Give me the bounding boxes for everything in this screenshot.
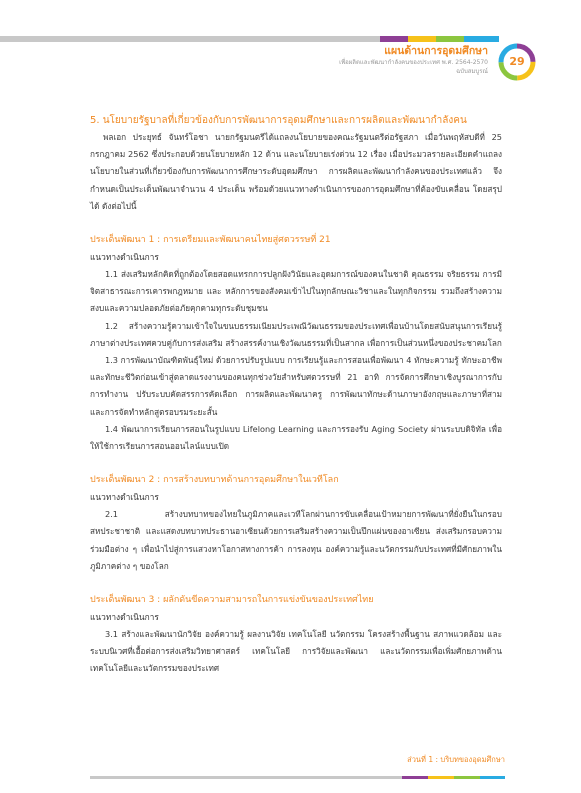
approach-label: แนวทางดำเนินการ (90, 492, 159, 503)
footer-section-label: ส่วนที่ 1 : บริบทของอุดมศึกษา (407, 755, 505, 764)
issue-item: 1.3 การพัฒนาบัณฑิตพันธุ์ใหม่ ด้วยการปรับรูปแบบ การเรียนรู้และการสอนเพื่อพัฒนา 4 ทักษะความรู้ ทักษะอาชีพ และทักษะชีวิตก่อนเข้าสู่ตลาดแรงงานของคนทุกช่วงวัยสำหรับศตวรรษที่ 21 อาทิ การจัดการศึกษาเชิงบูรณาการกับการทำงาน ปรับระบบคัดสรรการคัดเลือก การผลิตและพัฒนาครู การพัฒนาทักษะด้านภาษาอังกฤษและภาษาที่สาม และการจัดทำหลักสูตรอบรมระยะสั้น (90, 355, 502, 417)
approach-label: แนวทางดำเนินการ (90, 612, 159, 623)
page-header (0, 0, 581, 90)
issue-item: 1.1 ส่งเสริมหลักคิดที่ถูกต้องโดยสอดแทรกการปลูกฝังวินัยและอุดมการณ์ของคนในชาติ คุณธรรม จริยธรรม การมีจิตสาธารณะการเคารพกฎหมาย และ หลักการของสังคมเข้าไปในทุกลักษณะวิชาและในทุกกิจกรรม รวมถึงสร้างความสงบและความปลอดภัยต่อภัยคุกคามทุกระดับชุมชน (90, 269, 502, 314)
header-subtitle-line2: ฉบับสมบูรณ์ (456, 68, 488, 75)
issue-title: ประเด็นพัฒนา 2 : การสร้างบทบาทด้านการอุดมศึกษาในเวทีโลก (90, 475, 339, 486)
issue-block-1 (90, 232, 502, 455)
issue-item: 1.2 สร้างความรู้ความเข้าใจในขนบธรรมเนียมประเพณีวัฒนธรรมของประเทศเพื่อนบ้านโดยสนับสนุนการเรียนรู้ภาษาต่างประเทศควบคู่กับการส่งเสริม สร้างสรรค์งานเชิงวัฒนธรรมที่เป็นสากล เพื่อการเป็นส่วนหนึ่งของประชาคมโลก (90, 320, 502, 348)
header-title: แผนด้านการอุดมศึกษา (384, 45, 488, 57)
header-subtitle-line1: เพื่อผลิตและพัฒนากำลังคนของประเทศ พ.ศ. 2564-2570 (339, 59, 488, 66)
main-content (90, 112, 502, 678)
intro-paragraph: พลเอก ประยุทธ์ จันทร์โอชา นายกรัฐมนตรีได้แถลงนโยบายของคณะรัฐมนตรีต่อรัฐสภา เมื่อวันพฤหัสบดีที่ 25 กรกฎาคม 2562 ซึ่งประกอบด้วยนโยบายหลัก 12 ด้าน และนโยบายเร่งด่วน 12 เรื่อง เมื่อประมวลรายละเอียดคำแถลงนโยบายในส่วนที่เกี่ยวข้องกับการพัฒนาการศึกษาระดับอุดมศึกษา การผลิตและพัฒนากำลังคนของประเทศแล้ว จึงกำหนดเป็นประเด็นพัฒนาจำนวน 4 ประเด็น พร้อมด้วยแนวทางดำเนินการของการอุดมศึกษาที่ต้องขับเคลื่อน โดยสรุปได้ ดังต่อไปนี้ (90, 132, 502, 211)
issue-item: 3.1 สร้างและพัฒนานักวิจัย องค์ความรู้ ผลงานวิจัย เทคโนโลยี นวัตกรรม โครงสร้างพื้นฐาน สภาพแวดล้อม และระบบนิเวศที่เอื้อต่อการส่งเสริมวิทยาศาสตร์ เทคโนโลยี การวิจัยและพัฒนา และนวัตกรรมเพื่อเพิ่มศักยภาพด้านเทคโนโลยีและนวัตกรรมของประเทศ (90, 629, 502, 674)
header-subtitle (339, 58, 488, 76)
issue-block-2 (90, 472, 502, 575)
footer-color-bar (90, 776, 505, 779)
approach-label: แนวทางดำเนินการ (90, 252, 159, 263)
issue-item: 1.4 พัฒนาการเรียนการสอนในรูปแบบ Lifelong Learning และการรองรับ Aging Society ผ่านระบบดิจิทัล เพื่อให้ใช้การเรียนการสอนออนไลน์แบบเปิด (90, 423, 502, 452)
issue-title: ประเด็นพัฒนา 1 : การเตรียมและพัฒนาคนไทยสู่ศตวรรษที่ 21 (90, 235, 331, 246)
issue-title: ประเด็นพัฒนา 3 : ผลักดันขีดความสามารถในการแข่งขันของประเทศไทย (90, 595, 374, 606)
section-title: 5. นโยบายรัฐบาลที่เกี่ยวข้องกับการพัฒนาการอุดมศึกษาและการผลิตและพัฒนากำลังคน (90, 115, 467, 126)
issue-block-3 (90, 592, 502, 678)
issue-item: 2.1 สร้างบทบาทของไทยในภูมิภาคและเวทีโลกผ่านการขับเคลื่อนเป้าหมายการพัฒนาที่ยั่งยืนในกรอบสหประชาชาติ และแสดงบทบาทประธานอาเซียนด้วยการเสริมสร้างความเป็นปึกแผ่นของอาเซียน ส่งเสริมกรอบความร่วมมือต่าง ๆ เพื่อนำไปสู่การแสวงหาโอกาสทางการค้า การลงทุน องค์ความรู้และนวัตกรรมกับประเทศที่มีศักยภาพในภูมิภาคต่าง ๆ ของโลก (90, 509, 502, 571)
page-number: 29 (509, 55, 525, 68)
